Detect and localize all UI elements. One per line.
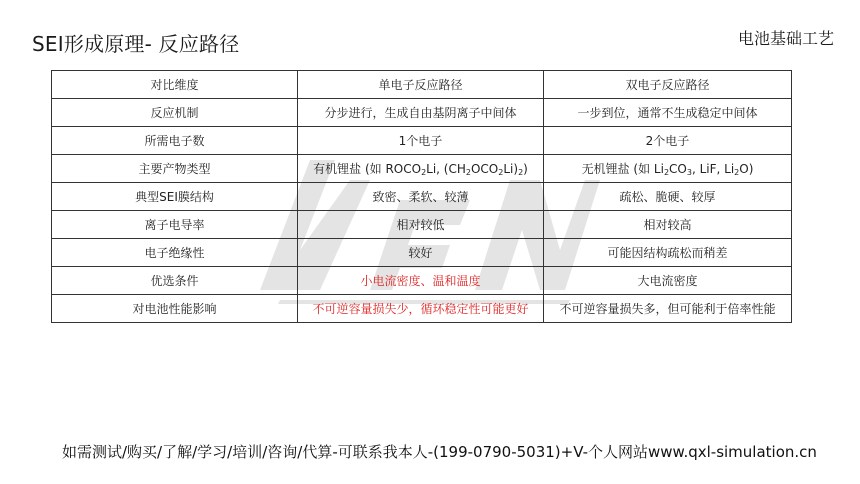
comparison-table — [51, 70, 792, 323]
header-dimension: 对比维度 — [52, 71, 298, 99]
header-double-electron: 双电子反应路径 — [544, 71, 792, 99]
table-row — [52, 211, 792, 239]
row-dimension: 对电池性能影响 — [52, 295, 298, 323]
row-single-value: 分步进行，生成自由基阴离子中间体 — [298, 99, 544, 127]
row-dimension: 优选条件 — [52, 267, 298, 295]
row-single-value-highlight: 小电流密度、温和温度 — [298, 267, 544, 295]
row-dimension: 电子绝缘性 — [52, 239, 298, 267]
row-single-value: 相对较低 — [298, 211, 544, 239]
row-single-value: 致密、柔软、较薄 — [298, 183, 544, 211]
row-double-value: 相对较高 — [544, 211, 792, 239]
table-row — [52, 155, 792, 183]
brand-label: 电池基础工艺 — [737, 29, 834, 48]
row-single-value: 1个电子 — [298, 127, 544, 155]
table-header-row — [52, 71, 792, 99]
header-single-electron: 单电子反应路径 — [298, 71, 544, 99]
row-dimension: 离子电导率 — [52, 211, 298, 239]
row-double-value: 2个电子 — [544, 127, 792, 155]
table-row — [52, 239, 792, 267]
row-dimension: 主要产物类型 — [52, 155, 298, 183]
page-title: SEI形成原理- 反应路径 — [32, 32, 240, 56]
table-row — [52, 127, 792, 155]
row-double-value: 可能因结构疏松而稍差 — [544, 239, 792, 267]
table-row — [52, 295, 792, 323]
row-double-value: 疏松、脆硬、较厚 — [544, 183, 792, 211]
row-single-value-highlight: 不可逆容量损失少，循环稳定性可能更好 — [298, 295, 544, 323]
table-row — [52, 183, 792, 211]
row-dimension: 典型SEI膜结构 — [52, 183, 298, 211]
row-double-value: 大电流密度 — [544, 267, 792, 295]
row-double-value: 不可逆容量损失多，但可能利于倍率性能 — [544, 295, 792, 323]
row-double-value: 一步到位，通常不生成稳定中间体 — [544, 99, 792, 127]
row-single-value: 有机锂盐 (如 $ROCO_2Li$, $(CH_2OCO_2Li)_2$) — [298, 155, 544, 183]
contact-footer: 如需测试/购买/了解/学习/培训/咨询/代算-可联系我本人-(199-0790-5031)+V-个人网站www.qxl-simulation.cn — [62, 443, 817, 461]
table-row — [52, 267, 792, 295]
row-double-value: 无机锂盐 (如 $Li_2CO_3$, LiF, $Li_2O$) — [544, 155, 792, 183]
table-row — [52, 99, 792, 127]
row-dimension: 反应机制 — [52, 99, 298, 127]
row-dimension: 所需电子数 — [52, 127, 298, 155]
row-single-value: 较好 — [298, 239, 544, 267]
